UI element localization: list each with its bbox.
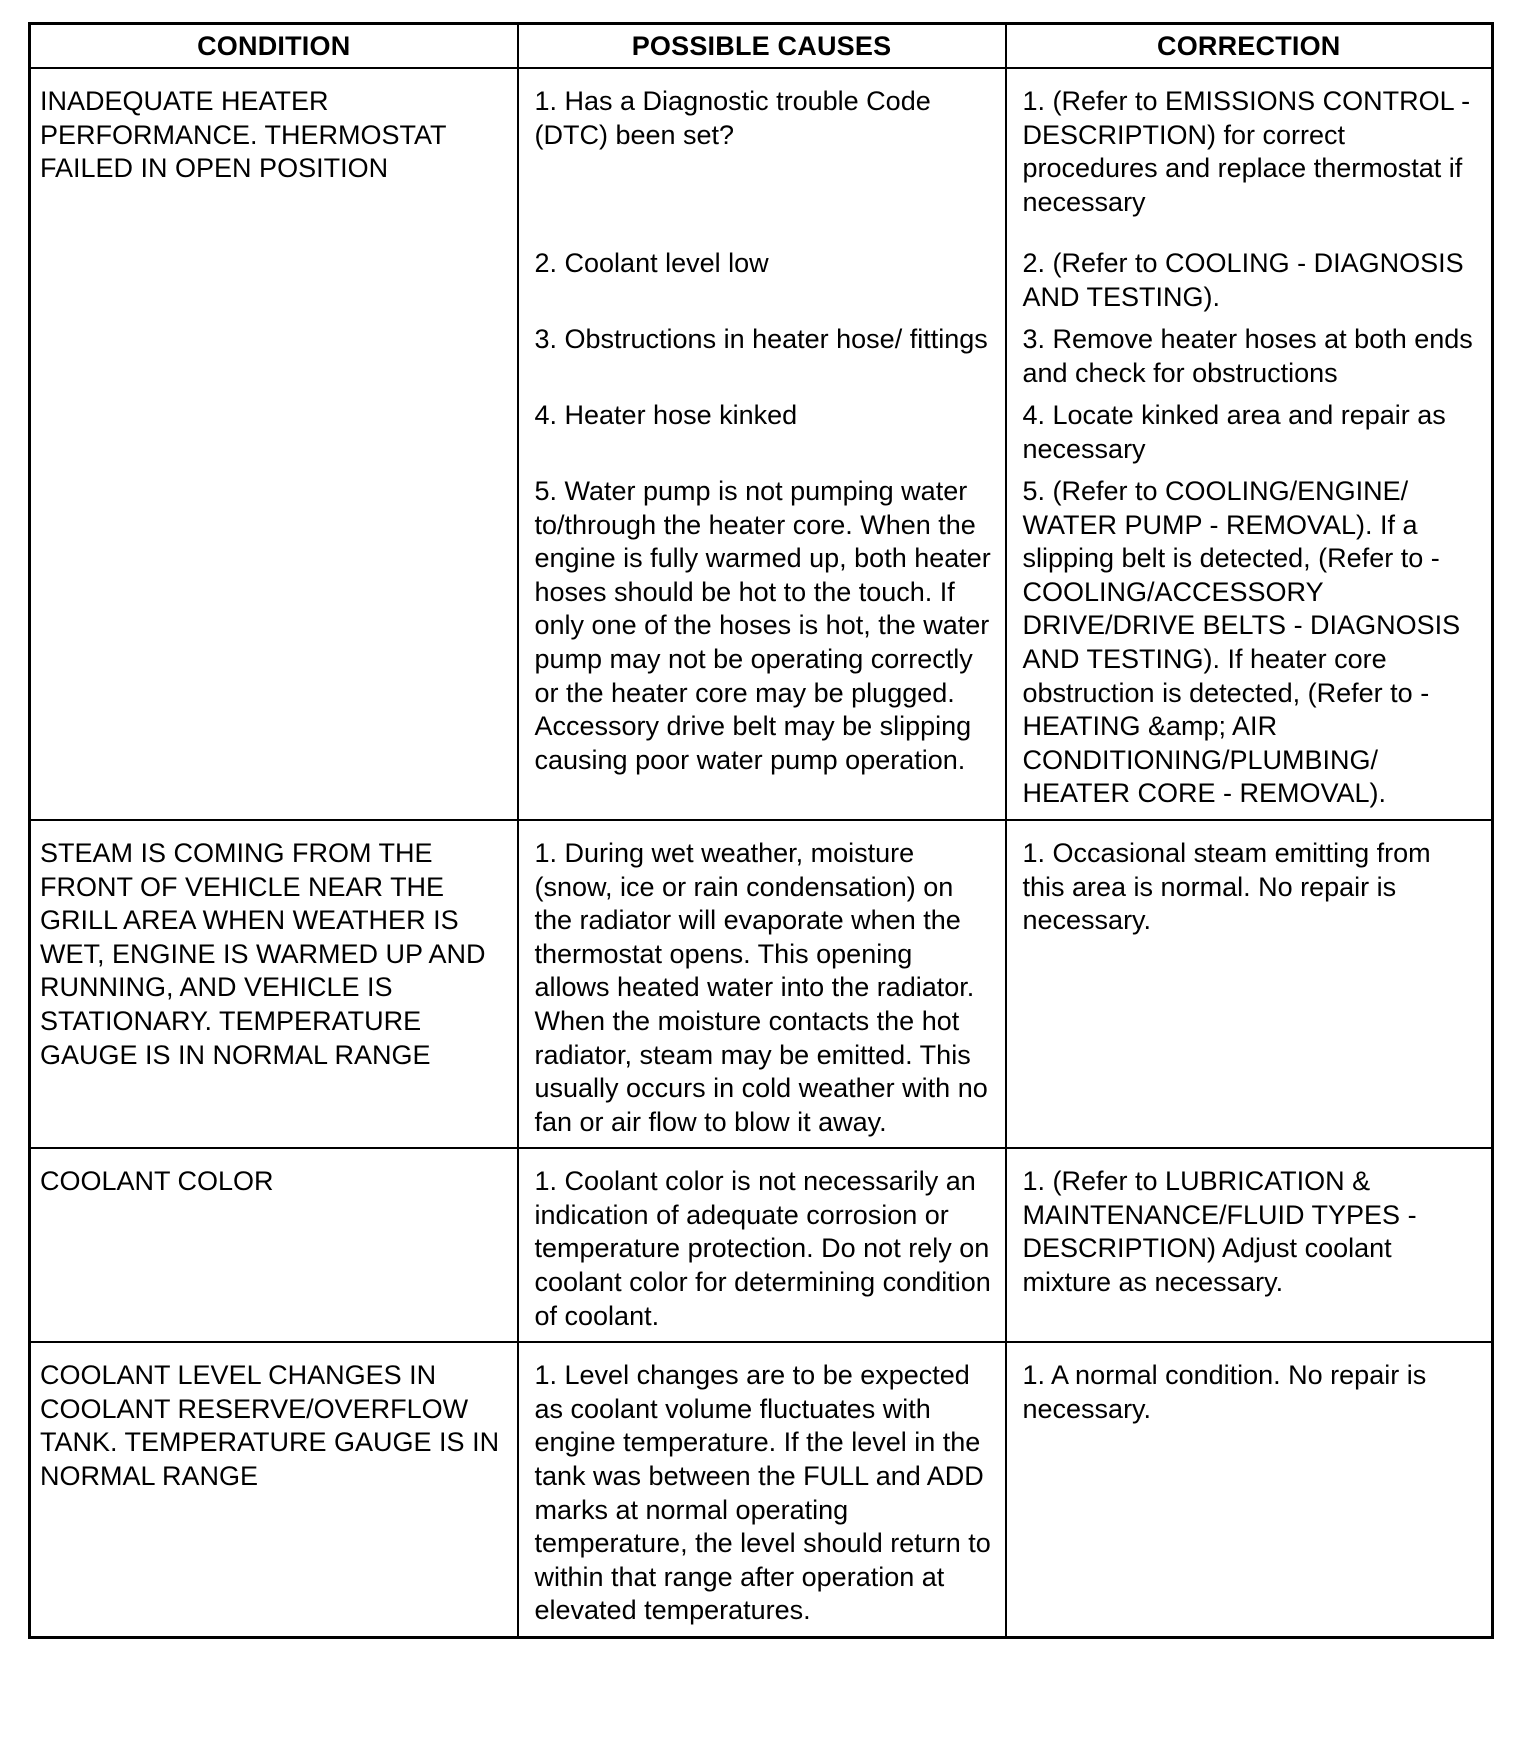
corrections-cell xyxy=(1006,68,1493,820)
cause-item: 1. During wet weather, moisture (snow, ice or rain condensation) on the radiator will evaporate when the thermostat opens. This opening allows heated water into the radiator. When the moisture contacts the hot radiator, steam may be emitted. This usually occurs in cold weather with no fan or air flow to blow it away. xyxy=(534,837,988,1137)
condition-cell: STEAM IS COMING FROM THE FRONT OF VEHICLE NEAR THE GRILL AREA WHEN WEATHER IS WET, ENGINE IS WARMED UP AND RUNNING, AND VEHICLE IS STATIONARY. TEMPERATURE GAUGE IS IN NORMAL RANGE xyxy=(30,820,518,1148)
cause-item: 2. Coolant level low xyxy=(534,248,769,278)
header-possible-causes: POSSIBLE CAUSES xyxy=(518,24,1006,69)
corrections-cell xyxy=(1006,820,1493,1148)
corrections-cell xyxy=(1006,1148,1493,1342)
cause-item: 5. Water pump is not pumping water to/through the heater core. When the engine is fully warmed up, both heater hoses should be hot to the touch. If only one of the hoses is hot, the water pump may not be operating correctly or the heater core may be plugged. Accessory drive belt may be slipping causing poor water pump operation. xyxy=(534,476,991,775)
causes-cell xyxy=(518,1342,1006,1637)
diagnosis-table xyxy=(28,22,1494,1639)
correction-item: 1. Occasional steam emitting from this area is normal. No repair is necessary. xyxy=(1022,837,1431,936)
correction-item: 2. (Refer to COOLING - DIAGNOSIS AND TESTING). xyxy=(1022,248,1464,312)
causes-cell xyxy=(518,68,1006,820)
table-row xyxy=(30,68,1493,820)
causes-cell xyxy=(518,820,1006,1148)
header-correction: CORRECTION xyxy=(1006,24,1493,69)
correction-item: 1. (Refer to LUBRICATION & MAINTENANCE/FLUID TYPES - DESCRIPTION) Adjust coolant mixture as necessary. xyxy=(1022,1166,1417,1298)
header-row xyxy=(30,24,1493,69)
condition-cell: INADEQUATE HEATER PERFORMANCE. THERMOSTAT FAILED IN OPEN POSITION xyxy=(30,68,518,820)
cause-item: 1. Level changes are to be expected as coolant volume fluctuates with engine temperature. If the level in the tank was between the FULL and ADD marks at normal operating temperature, the level should return to within that range after operation at elevated temperatures. xyxy=(534,1360,991,1626)
cause-item: 3. Obstructions in heater hose/ fittings xyxy=(534,324,988,354)
causes-cell xyxy=(518,1148,1006,1342)
table-row xyxy=(30,1342,1493,1637)
condition-cell: COOLANT LEVEL CHANGES IN COOLANT RESERVE/OVERFLOW TANK. TEMPERATURE GAUGE IS IN NORMAL RANGE xyxy=(30,1342,518,1637)
condition-cell: COOLANT COLOR xyxy=(30,1148,518,1342)
cause-item: 1. Coolant color is not necessarily an indication of adequate corrosion or temperature protection. Do not rely on coolant color for determining condition of coolant. xyxy=(534,1166,991,1331)
cause-item: 1. Has a Diagnostic trouble Code (DTC) been set? xyxy=(534,86,931,150)
correction-item: 4. Locate kinked area and repair as necessary xyxy=(1022,400,1446,464)
corrections-cell xyxy=(1006,1342,1493,1637)
correction-item: 1. (Refer to EMISSIONS CONTROL - DESCRIPTION) for correct procedures and replace thermostat if necessary xyxy=(1022,86,1471,217)
table-row xyxy=(30,820,1493,1148)
correction-item: 3. Remove heater hoses at both ends and check for obstructions xyxy=(1022,324,1473,388)
header-condition: CONDITION xyxy=(30,24,518,69)
cause-item: 4. Heater hose kinked xyxy=(534,400,798,430)
correction-item: 5. (Refer to COOLING/ENGINE/ WATER PUMP - REMOVAL). If a slipping belt is detected, (Refer to - COOLING/ACCESSORY DRIVE/DRIVE BELTS - DIAGNOSIS AND TESTING). If heater core obstruction is detected, (Refer to - HEATING &amp; AIR CONDITIONING/PLUMBING/ HEATER CORE - REMOVAL). xyxy=(1022,476,1461,809)
table-row xyxy=(30,1148,1493,1342)
correction-item: 1. A normal condition. No repair is necessary. xyxy=(1022,1360,1427,1424)
